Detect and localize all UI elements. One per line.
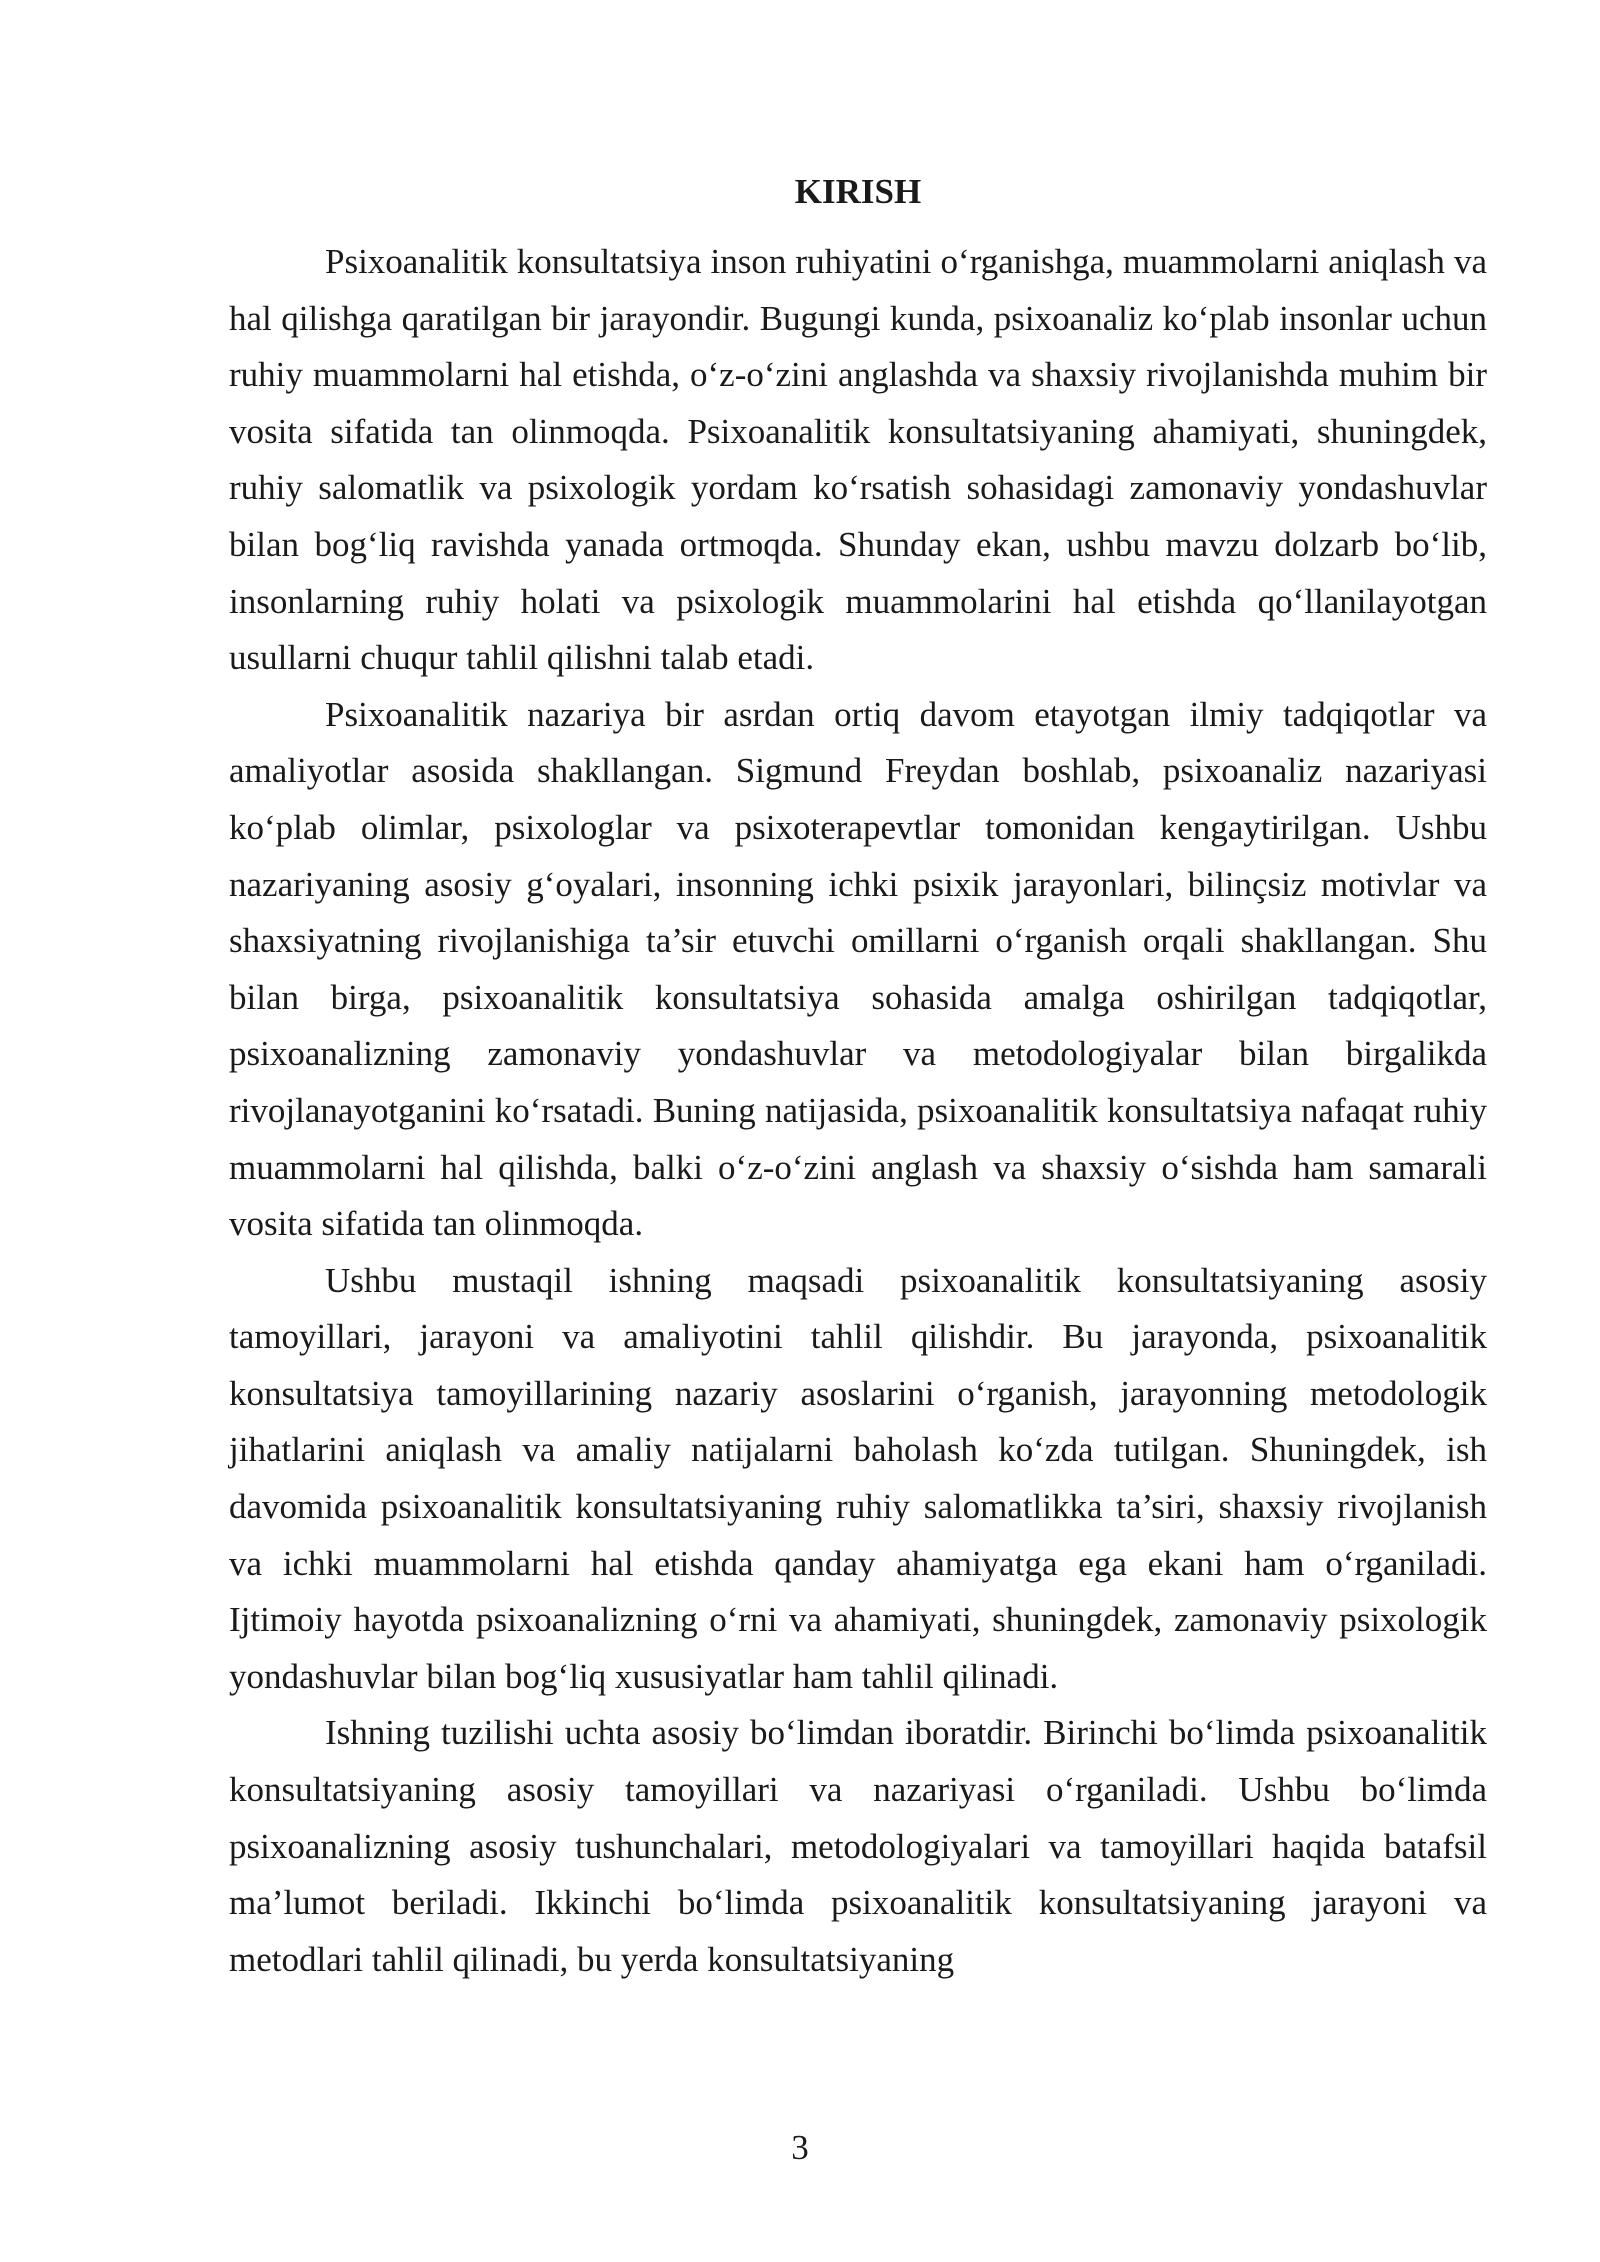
section-title: KIRISH: [794, 172, 922, 211]
paragraph-2: Psixoanalitik nazariya bir asrdan ortiq davom etayotgan ilmiy tadqiqotlar va amaliyotlar asosida shakllangan. Sigmund Freydan boshlab, psixoanaliz nazariyasi ko‘plab olimlar, psixologlar va psixoterapevtlar tomonidan kengaytirilgan. Ushbu nazariyaning asosiy g‘oyalari, insonning ichki psixik jarayonlari, bilinçsiz motivlar va shaxsiyatning rivojlanishiga ta’sir etuvchi omillarni o‘rganish orqali shakllangan. Shu bilan birga, psixoanalitik konsultatsiya sohasida amalga oshirilgan tadqiqotlar, psixoanalizning zamonaviy yondashuvlar va metodologiyalar bilan birgalikda rivojlanayotganini ko‘rsatadi. Buning natijasida, psixoanalitik konsultatsiya nafaqat ruhiy muammolarni hal qilishda, balki o‘z-o‘zini anglash va shaxsiy o‘sishda ham samarali vosita sifatida tan olinmoqda.: [229, 694, 1487, 1244]
paragraph-4: Ishning tuzilishi uchta asosiy bo‘limdan iboratdir. Birinchi bo‘limda psixoanalitik konsultatsiyaning asosiy tamoyillari va nazariyasi o‘rganiladi. Ushbu bo‘limda psixoanalizning asosiy tushunchalari, metodologiyalari va tamoyillari haqida batafsil ma’lumot beriladi. Ikkinchi bo‘limda psixoanalitik konsultatsiyaning jarayoni va metodlari tahlil qilinadi, bu yerda konsultatsiyaning: [229, 1713, 1487, 1979]
paragraph-3: Ushbu mustaqil ishning maqsadi psixoanalitik konsultatsiyaning asosiy tamoyillari, jarayoni va amaliyotini tahlil qilishdir. Bu jarayonda, psixoanalitik konsultatsiya tamoyillarining nazariy asoslarini o‘rganish, jarayonning metodologik jihatlarini aniqlash va amaliy natijalarni baholash ko‘zda tutilgan. Shuningdek, ish davomida psixoanalitik konsultatsiyaning ruhiy salomatlikka ta’siri, shaxsiy rivojlanish va ichki muammolarni hal etishda qanday ahamiyatga ega ekani ham o‘rganiladi. Ijtimoiy hayotda psixoanalizning o‘rni va ahamiyati, shuningdek, zamonaviy psixologik yondashuvlar bilan bog‘liq xususiyatlar ham tahlil qilinadi.: [229, 1260, 1487, 1696]
paragraph-1: Psixoanalitik konsultatsiya inson ruhiyatini o‘rganishga, muammolarni aniqlash va hal qilishga qaratilgan bir jarayondir. Bugungi kunda, psixoanaliz ko‘plab insonlar uchun ruhiy muammolarni hal etishda, o‘z-o‘zini anglashda va shaxsiy rivojlanishda muhim bir vosita sifatida tan olinmoqda. Psixoanalitik konsultatsiyaning ahamiyati, shuningdek, ruhiy salomatlik va psixologik yordam ko‘rsatish sohasidagi zamonaviy yondashuvlar bilan bog‘liq ravishda yanada ortmoqda. Shunday ekan, ushbu mavzu dolzarb bo‘lib, insonlarning ruhiy holati va psixologik muammolarini hal etishda qo‘llanilayotgan usullarni chuqur tahlil qilishni talab etadi.: [229, 242, 1487, 678]
page-number: 3: [791, 2128, 809, 2167]
page-body: [229, 164, 1487, 1988]
